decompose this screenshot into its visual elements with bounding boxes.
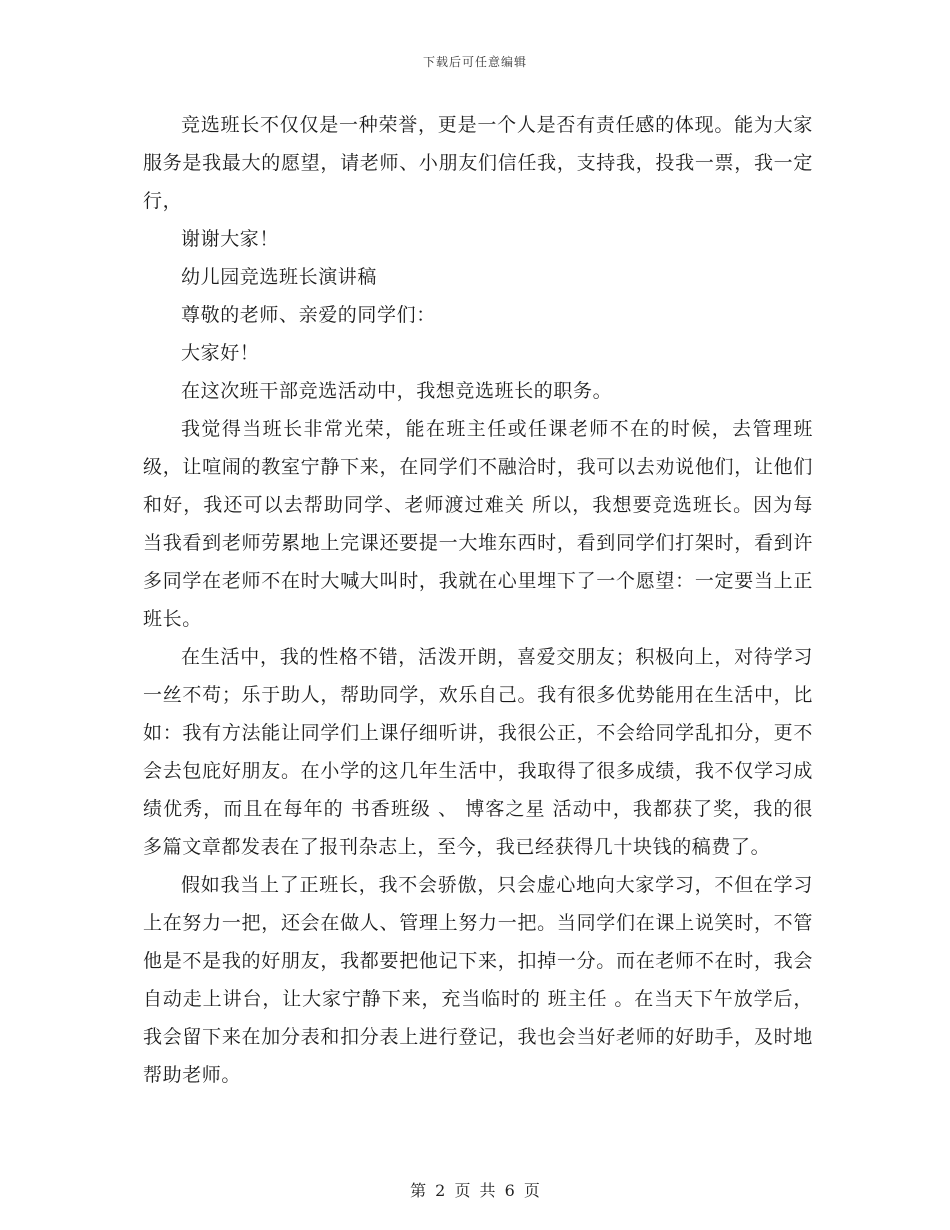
paragraph-7: 我觉得当班长非常光荣，能在班主任或任课老师不在的时候，去管理班级，让喧闹的教室宁静下来，在同学们不融洽时，我可以去劝说他们，让他们和好，我还可以去帮助同学、老师渡过难关 所以，我想要竞选班长。因为每当我看到老师劳累地上完课还要提一大堆东西时，看到同学们打架时，看到许多同学在老师不在时大喊大叫时，我就在心里埋下了一个愿望：一定要当上正班长。: [143, 418, 813, 630]
paragraph-2: 谢谢大家！: [181, 228, 280, 250]
paragraph-9: 假如我当上了正班长，我不会骄傲，只会虚心地向大家学习，不但在学习上在努力一把，还会在做人、管理上努力一把。当同学们在课上说笑时，不管他是不是我的好朋友，我都要把他记下来，扣掉一分。而在老师不在时，我会自动走上讲台，让大家宁静下来，充当临时的 班主任 。在当天下午放学后，我会留下来在加分表和扣分表上进行登记，我也会当好老师的好助手，及时地帮助老师。: [143, 874, 813, 1086]
paragraph-1: 竞选班长不仅仅是一种荣誉，更是一个人是否有责任感的体现。能为大家服务是我最大的愿望，请老师、小朋友们信任我，支持我，投我一票，我一定行，: [143, 114, 813, 212]
paragraph-5: 大家好！: [181, 342, 260, 364]
paragraph-3: 幼儿园竞选班长演讲稿: [181, 266, 378, 288]
document-body: [143, 106, 813, 1094]
paragraph-4: 尊敬的老师、亲爱的同学们：: [181, 304, 436, 326]
page-number-footer: 第 2 页 共 6 页: [410, 1181, 540, 1200]
paragraph-6: 在这次班干部竞选活动中，我想竞选班长的职务。: [181, 380, 613, 402]
paragraph-8: 在生活中，我的性格不错，活泼开朗，喜爱交朋友；积极向上，对待学习一丝不苟；乐于助人，帮助同学，欢乐自己。我有很多优势能用在生活中，比如：我有方法能让同学们上课仔细听讲，我很公正，不会给同学乱扣分，更不会去包庇好朋友。在小学的这几年生活中，我取得了很多成绩，我不仅学习成绩优秀，而且在每年的 书香班级 、 博客之星 活动中，我都获了奖，我的很多篇文章都发表在了报刊杂志上，至今，我已经获得几十块钱的稿费了。: [143, 646, 813, 858]
page-header: 下载后可任意编辑: [422, 55, 527, 69]
